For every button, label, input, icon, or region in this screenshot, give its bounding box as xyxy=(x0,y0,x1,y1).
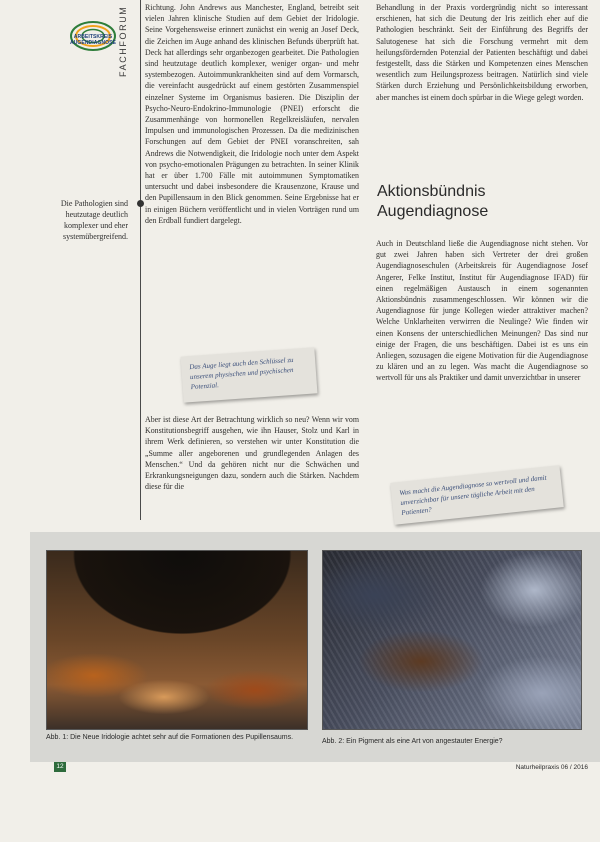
iris-photo-2 xyxy=(322,550,582,730)
sidebar-quote: Die Pathologien sind heutzutage deutlich komplexer und eher systemübergreifend. xyxy=(60,199,128,241)
bullet-dot-icon xyxy=(137,200,144,207)
page-number: 12 xyxy=(54,762,66,772)
sticky-note-quote-2: Was macht die Augendiagnose so wertvoll und damit unverzichtbar für unsere tägliche Arbeit mit den Patienten? xyxy=(390,465,563,525)
paragraph: Behandlung in der Praxis vordergründig nicht so interessant erschienen, hat sich die Deutung der Iris zeitlich eher auf die Pathologien beschränkt. Seit der Einführung des Begriffs der Salutogenese hat sich die Forschung vermehrt mit dem heilungsfördernden Potenzial der Patienten beschäftigt und dabei festgestellt, dass die Stärken und Kompetenzen eines Menschen wesentlich zum Heilungsprozess beitragen. Natürlich sind viele Stärken durch Erziehung und Persönlichkeitsbildung erworben, aber manches ist einem doch spürbar in die Wiege gelegt worden. xyxy=(376,3,588,102)
body-column-1-top xyxy=(145,2,359,346)
sticky-note-quote-1: Das Auge liegt auch den Schlüssel zu unserem physischen und psychischen Potenzial. xyxy=(181,347,318,402)
paragraph: Richtung. John Andrews aus Manchester, England, betreibt seit vielen Jahren klinische Studien auf dem Gebiet der Iridologie. Seine Vorgehensweise erinnert zunächst ein wenig an Josef Deck, die Zeichen im Auge anhand des klinischen Befunds überprüft hat. Deck hat allerdings sehr organbezogen gearbeitet. Die Pathologien sind heutzutage deutlich komplexer, weniger organ- und mehr systembezogen. Autoimmunkrankheiten sind auf dem Vormarsch, die vereinfacht ausgedrückt auf einem gestörten Zusammenspiel einzelner Systeme im Organismus basieren. Die Disziplin der Psycho-Neuro-Endokrino-Immunologie (PNEI) erforscht die Zusammenhänge von hormonellen Regelkreisläufen, nervalen Impulsen und immunologischen Prozessen. Da die medizinischen Forschungen auf dem Gebiet der PNEI voranschreiten, sah Andrews die Notwendigkeit, die Iridologie noch unter dem Aspekt von psycho-emotionalen Prägungen zu betrachten. In seiner Klinik hat er über 1.700 Fälle mit autoimmunen Symptomatiken untersucht und dabei insbesondere die Krausenzone, Krause und den Pupillensaum in den Blick genommen. Seine Ergebnisse hat er in einigen Büchern veröffentlicht und in vielen Vorträgen rund um den Erdball fundiert dargelegt. xyxy=(145,3,359,225)
logo-line-1: ARBEITSKREIS xyxy=(73,34,113,40)
figure-caption-1: Abb. 1: Die Neue Iridologie achtet sehr auf die Formationen des Pupillensaums. xyxy=(46,734,294,741)
body-column-2-top xyxy=(376,2,588,170)
logo-line-2: AUGENDIAGNOSE xyxy=(69,40,117,46)
figure-caption-2: Abb. 2: Ein Pigment als eine Art von angestauter Energie? xyxy=(322,738,503,745)
logo-text xyxy=(62,34,124,46)
body-column-2-bottom xyxy=(376,238,588,458)
paragraph: Auch in Deutschland ließe die Augendiagnose nicht stehen. Vor gut zwei Jahren haben sich Vertreter der drei großen Augendiagnoseschulen (Arbeitskreis für Augendiagnose Josef Angerer, Felke Institut, Institut für Augendiagnose IFAD) für einen regelmäßigen Austausch in einem sogenannten Aktionsbündnis zusammengeschlossen. Wir können wir die Augendiagnose für junge Kollegen wieder attraktiver machen? Welche Unklarheiten verwirren die Neulinge? Wie finden wir einen Konsens der unterschiedlichen Meinungen? Das sind nur einige der Fragen, die uns beschäftigen. Dabei ist es uns ein Anliegen, sozusagen die eigene Motivation für die Augendiagnose zu klären und an zu legen. Was macht die Augendiagnose so wertvoll für uns als Praktiker und damit unverzichtbar in unserer xyxy=(376,239,588,383)
logo xyxy=(62,16,124,60)
paragraph: Aber ist diese Art der Betrachtung wirklich so neu? Wenn wir vom Konstitutionsbegriff ausgehen, wie ihn Hauser, Stolz und Karl in ihrem Werk definieren, so verstehen wir unter Konstitution die „Summe aller angeborenen und grundlegenden Anlagen des Menschen.“ Und da gehören nicht nur die Schwächen und Erkrankungsneigungen dazu, sondern auch die Stärken. Nachdem diese für die xyxy=(145,415,359,492)
footer-publication: Naturheilpraxis 06 / 2016 xyxy=(515,764,588,771)
body-column-1-bottom xyxy=(145,414,359,534)
column-divider xyxy=(140,0,141,520)
section-heading: Aktionsbündnis Augendiagnose xyxy=(377,183,489,220)
section-label: FACHFORUM xyxy=(118,6,128,78)
iris-photo-1 xyxy=(46,550,308,730)
